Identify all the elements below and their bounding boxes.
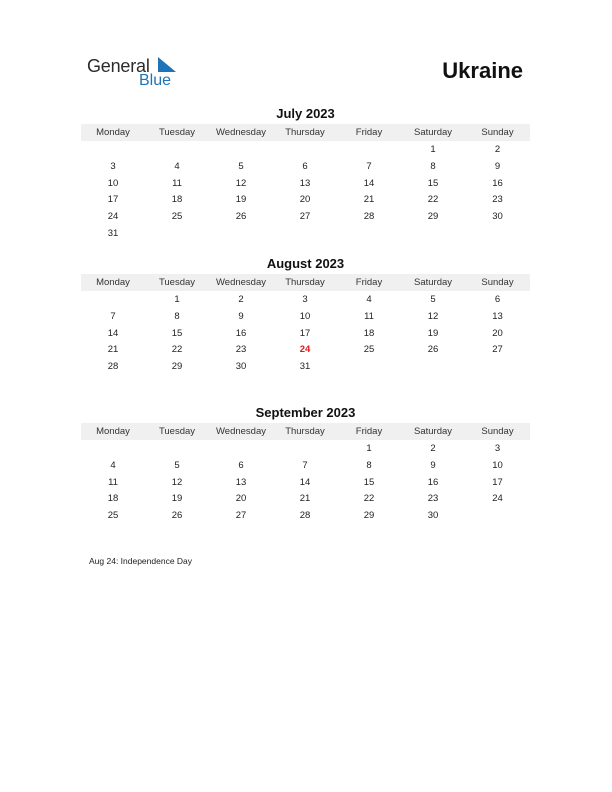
day-cell: 2: [494, 144, 501, 155]
empty-day-cell: [401, 226, 465, 243]
weekday-thursday: Thursday: [285, 127, 325, 138]
weekday-saturday: Saturday: [413, 426, 453, 437]
empty-day-cell: [465, 359, 530, 376]
day-cell: 19: [427, 327, 439, 339]
generalblue-logo: [87, 54, 187, 94]
day-cell: 8: [174, 310, 180, 322]
day-cell: 22: [427, 194, 439, 206]
day-grid: [81, 292, 530, 376]
holiday-note: Aug 24: Independence Day: [89, 556, 193, 566]
day-cell: 14: [363, 177, 375, 189]
day-cell: 27: [235, 510, 247, 522]
day-cell: 5: [430, 294, 436, 305]
day-cell: 2: [430, 443, 436, 454]
country-title: Ukraine: [442, 58, 523, 83]
weekday-saturday: Saturday: [413, 277, 453, 288]
day-cell: 25: [107, 510, 119, 522]
day-cell: 25: [363, 344, 375, 356]
day-cell: 26: [171, 510, 183, 522]
day-cell: 1: [366, 443, 372, 454]
day-cell: 13: [492, 310, 503, 322]
empty-day-cell: [145, 226, 209, 243]
day-cell: 29: [427, 211, 439, 223]
weekday-friday: Friday: [355, 127, 383, 138]
day-cell: 17: [492, 476, 503, 488]
day-cell: 30: [427, 510, 439, 522]
day-cell: 1: [430, 144, 436, 155]
day-cell: 31: [107, 227, 119, 239]
day-cell: 28: [107, 361, 119, 373]
day-cell: 17: [299, 327, 311, 339]
weekday-monday: Monday: [96, 426, 130, 437]
day-cell: 23: [427, 493, 439, 505]
day-cell: 31: [299, 361, 311, 373]
day-cell: 6: [238, 459, 244, 471]
weekday-sunday: Sunday: [481, 426, 514, 437]
day-cell: 11: [172, 177, 182, 189]
day-cell: 23: [492, 194, 503, 206]
month-title: July 2023: [276, 106, 335, 121]
day-cell: 26: [427, 344, 439, 356]
day-cell: 3: [494, 443, 501, 454]
empty-day-cell: [337, 226, 401, 243]
day-cell: 8: [366, 459, 372, 471]
day-cell: 16: [427, 476, 439, 488]
day-cell: 26: [235, 211, 247, 223]
day-cell: 10: [492, 459, 503, 471]
day-cell: 18: [363, 327, 375, 339]
day-cell: 5: [174, 459, 180, 471]
day-cell: 27: [299, 211, 311, 223]
day-grid: [81, 441, 530, 525]
day-cell: 19: [171, 493, 183, 505]
month-calendar-august: [81, 256, 530, 376]
empty-day-cell: [209, 226, 273, 243]
weekday-wednesday: Wednesday: [216, 127, 266, 138]
day-cell: 6: [302, 160, 308, 172]
weekday-saturday: Saturday: [413, 127, 453, 138]
day-cell: 23: [235, 344, 247, 356]
day-cell: 9: [494, 160, 501, 172]
day-grid: [81, 142, 530, 243]
holiday-notes: [89, 556, 192, 566]
day-cell: 7: [110, 310, 116, 322]
day-cell: 16: [492, 177, 503, 189]
weekday-thursday: Thursday: [285, 426, 325, 437]
day-cell: 24: [107, 211, 119, 223]
day-cell: 5: [238, 160, 244, 172]
weekday-wednesday: Wednesday: [216, 277, 266, 288]
weekday-thursday: Thursday: [285, 277, 325, 288]
weekday-monday: Monday: [96, 127, 130, 138]
day-cell: 18: [107, 493, 119, 505]
weekday-friday: Friday: [355, 426, 383, 437]
day-cell: 28: [299, 510, 311, 522]
day-cell: 27: [492, 344, 503, 356]
day-cell: 24: [492, 493, 503, 505]
month-calendar-july: [81, 106, 530, 243]
weekday-tuesday: Tuesday: [158, 127, 196, 138]
day-cell: 15: [427, 177, 439, 189]
weekday-header: [81, 423, 530, 440]
day-cell: 30: [492, 211, 503, 223]
weekday-tuesday: Tuesday: [158, 277, 196, 288]
day-cell: 9: [238, 310, 244, 322]
day-cell: 29: [171, 361, 183, 373]
day-cell: 2: [238, 294, 244, 305]
day-cell: 11: [108, 476, 118, 488]
weekday-header: [81, 274, 530, 291]
empty-day-cell: [145, 142, 209, 159]
weekday-wednesday: Wednesday: [216, 426, 266, 437]
day-cell: 14: [299, 476, 311, 488]
day-cell: 25: [171, 211, 183, 223]
day-cell: 28: [363, 211, 375, 223]
day-cell: 10: [299, 310, 311, 322]
logo-text-general: General: [87, 56, 150, 76]
day-cell: 7: [302, 459, 308, 471]
day-cell: 20: [235, 493, 247, 505]
day-cell: 1: [174, 294, 180, 305]
weekday-monday: Monday: [96, 277, 130, 288]
weekday-header: [81, 124, 530, 141]
day-cell: 11: [364, 310, 374, 322]
day-cell: 20: [492, 327, 503, 339]
empty-day-cell: [81, 142, 145, 159]
empty-day-cell: [209, 441, 273, 458]
day-cell: 15: [171, 327, 183, 339]
month-title: September 2023: [255, 405, 356, 420]
day-cell: 13: [299, 177, 311, 189]
day-cell: 4: [174, 160, 180, 172]
day-cell: 21: [363, 194, 375, 206]
weekday-sunday: Sunday: [481, 127, 514, 138]
day-cell: 3: [110, 160, 116, 172]
weekday-friday: Friday: [355, 277, 383, 288]
empty-day-cell: [81, 292, 145, 309]
day-cell: 12: [427, 310, 439, 322]
day-cell: 19: [235, 194, 247, 206]
day-cell: 9: [430, 459, 436, 471]
day-cell: 22: [171, 344, 183, 356]
weekday-sunday: Sunday: [481, 277, 514, 288]
empty-day-cell: [465, 226, 530, 243]
day-cell: 4: [110, 459, 116, 471]
day-cell: 15: [363, 476, 375, 488]
day-cell: 17: [107, 194, 119, 206]
holiday-day-cell: 24: [299, 344, 311, 356]
day-cell: 14: [107, 327, 119, 339]
day-cell: 10: [107, 177, 119, 189]
day-cell: 21: [107, 344, 119, 356]
logo-text-blue: Blue: [139, 72, 172, 89]
day-cell: 18: [171, 194, 183, 206]
weekday-tuesday: Tuesday: [158, 426, 196, 437]
empty-day-cell: [337, 142, 401, 159]
day-cell: 7: [366, 160, 372, 172]
day-cell: 30: [235, 361, 247, 373]
empty-day-cell: [209, 142, 273, 159]
day-cell: 12: [235, 177, 247, 189]
day-cell: 21: [299, 493, 311, 505]
month-title: August 2023: [266, 256, 345, 271]
month-calendar-september: [81, 405, 530, 525]
empty-day-cell: [145, 441, 209, 458]
day-cell: 20: [299, 194, 311, 206]
day-cell: 13: [235, 476, 247, 488]
day-cell: 29: [363, 510, 375, 522]
empty-day-cell: [465, 508, 530, 525]
empty-day-cell: [273, 226, 337, 243]
day-cell: 22: [363, 493, 375, 505]
empty-day-cell: [273, 441, 337, 458]
day-cell: 6: [494, 294, 501, 305]
empty-day-cell: [337, 359, 401, 376]
day-cell: 3: [302, 294, 308, 305]
empty-day-cell: [273, 142, 337, 159]
day-cell: 8: [430, 160, 436, 172]
empty-day-cell: [401, 359, 465, 376]
day-cell: 16: [235, 327, 247, 339]
empty-day-cell: [81, 441, 145, 458]
day-cell: 12: [171, 476, 183, 488]
day-cell: 4: [366, 294, 372, 305]
